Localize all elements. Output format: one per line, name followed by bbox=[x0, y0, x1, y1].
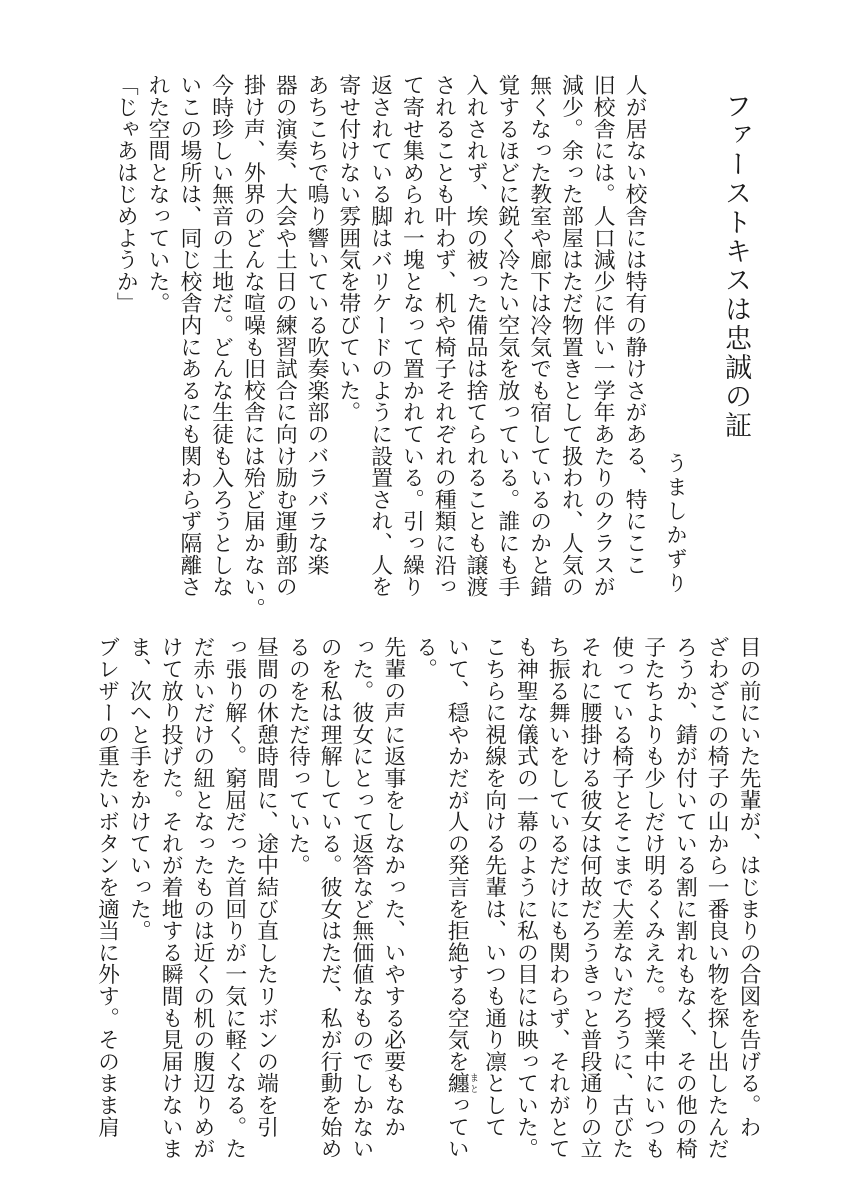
text-line: 使っている椅子とそこまで大差ないだろうに、古びた bbox=[608, 636, 634, 1160]
text-line: 先輩の声に返事をしなかった、いやする必要もなか bbox=[380, 636, 406, 1138]
ruby-reading: まと bbox=[467, 1072, 478, 1094]
text-line: ざわざこの椅子の山から一番良い物を探し出したんだ bbox=[704, 636, 730, 1160]
ruby-base: 纏 bbox=[444, 1072, 470, 1094]
text-line: いこの場所は、同じ校舎内にあるにも関わらず隔離さ bbox=[176, 74, 202, 598]
text-line: ろうか、錆が付いている割に割れもなく、その他の椅 bbox=[672, 636, 698, 1160]
text-line: ま、次へと手をかけていった。 bbox=[126, 636, 152, 942]
text-line: だ赤いだけの紐となったものは近くの机の腹辺りめが bbox=[189, 636, 215, 1160]
text-line: 掛け声、外界のどんな喧噪も旧校舎には殆ど届かない。 bbox=[240, 74, 266, 619]
text-line: 「じゃあはじめようか」 bbox=[113, 74, 139, 314]
text-line: った。彼女にとって返答など無価値なものでしかない bbox=[348, 636, 374, 1160]
text-line: 返されている脚はバリケードのように設置され、人を bbox=[367, 74, 393, 598]
text-line: 覚するほどに鋭く冷たい空気を放っている。誰にも手 bbox=[494, 74, 520, 598]
ruby-annotation bbox=[444, 1072, 478, 1094]
text-line: れた空間となっていた。 bbox=[145, 74, 171, 314]
text-line: 入れされず、埃の被った備品は捨てられることも譲渡 bbox=[463, 74, 489, 598]
text-line: 旧校舎には。人口減少に伴い一学年あたりのクラスが bbox=[590, 74, 616, 598]
page-title: ファーストキスは忠誠の証 bbox=[720, 92, 751, 440]
text-line: 減少。余った部屋はただ物置きとして扱われ、人気の bbox=[558, 74, 584, 598]
text-line: ち振る舞いをしているだけにも関わらず、それがとて bbox=[545, 636, 571, 1160]
text-line: 器の演奏、大会や土日の練習試合に向け励む運動部の bbox=[272, 74, 298, 598]
text-line: 人が居ない校舎には特有の静けさがある、特にここ bbox=[622, 74, 647, 576]
text-line: 今時珍しい無音の土地だ。どんな生徒も入ろうとしな bbox=[208, 74, 234, 598]
text-line: 昼間の休憩時間に、途中結び直したリボンの端を引 bbox=[253, 636, 279, 1138]
text-line-with-ruby bbox=[441, 636, 478, 1160]
text-line: っ張り解く。窮屈だった首回りが一気に軽くなる。た bbox=[221, 636, 247, 1160]
text-line: る。 bbox=[412, 636, 438, 680]
text-line: て寄せ集められ一塊となって置かれている。引っ繰り bbox=[399, 74, 425, 598]
text-line: 目の前にいた先輩が、はじまりの合図を告げる。わ bbox=[736, 636, 761, 1138]
text-line: 寄せ付けない雰囲気を帯びていた。 bbox=[335, 74, 361, 423]
text-segment: ってい bbox=[444, 1093, 470, 1160]
text-line: るのをただ待っていた。 bbox=[285, 636, 311, 876]
text-line: それに腰掛ける彼女は何故だろうきっと普段通りの立 bbox=[577, 636, 603, 1160]
text-segment: いて、穏やかだが人の発言を拒絶する空気を bbox=[444, 636, 470, 1072]
upper-text-block bbox=[108, 74, 650, 619]
text-line: ブレザーの重たいボタンを適当に外す。そのまま肩 bbox=[94, 636, 120, 1138]
text-line: あちこちで鳴り響いている吹奏楽部のバラバラな楽 bbox=[304, 74, 330, 576]
text-line: 子たちよりも少しだけ明るくみえた。授業中にいつも bbox=[640, 636, 666, 1160]
text-line: こちらに視線を向ける先輩は、いつも通り凛として bbox=[481, 636, 507, 1138]
text-line: 無くなった教室や廊下は冷気でも宿しているのかと錯 bbox=[526, 74, 552, 598]
author-name: うましかずり bbox=[664, 452, 688, 596]
text-line: されることも叶わず、机や椅子それぞれの種類に沿っ bbox=[431, 74, 457, 598]
text-line: のを私は理解している。彼女はただ、私が行動を始め bbox=[317, 636, 343, 1160]
text-line: けて放り投げた。それが着地する瞬間も見届けないま bbox=[158, 636, 184, 1160]
lower-text-block bbox=[94, 636, 764, 1160]
text-line: も神聖な儀式の一幕のように私の目には映っていた。 bbox=[513, 636, 539, 1160]
